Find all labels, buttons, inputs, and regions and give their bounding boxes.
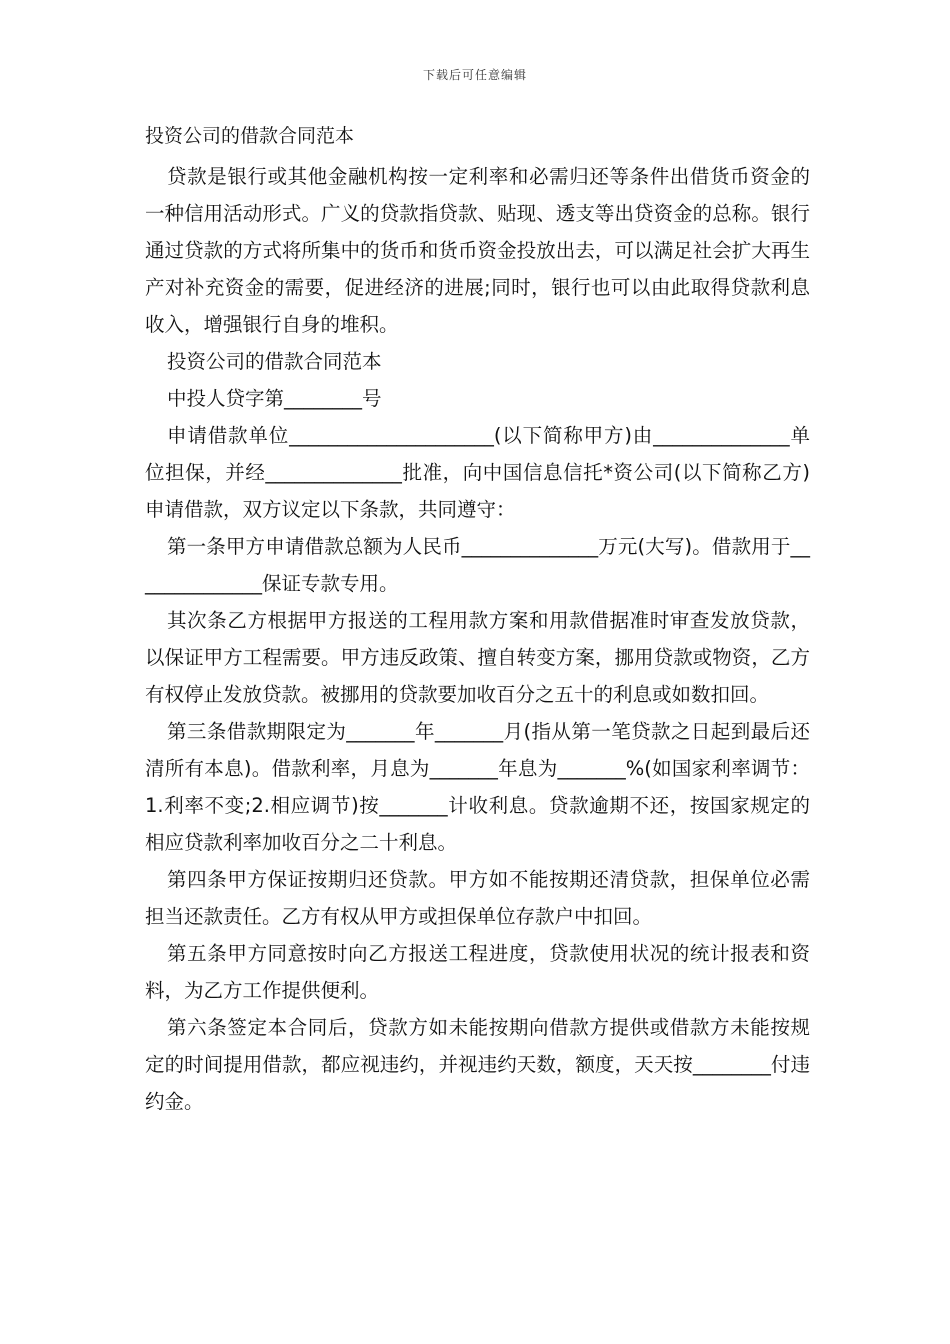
paragraph-article-3: 第三条借款期限定为_______年_______月(指从第一笔贷款之日起到最后还清所有本息)。借款利率，月息为_______年息为_______%(如国家利率调节：1.利率不变;2.相应调节)按_______计收利息。贷款逾期不还，按国家规定的相应贷款利率加收百分之二十利息。 xyxy=(145,720,810,854)
paragraph-article-5: 第五条甲方同意按时向乙方报送工程进度，贷款使用状况的统计报表和资料，为乙方工作提供便利。 xyxy=(145,942,810,1002)
header-note: 下载后可任意编辑 xyxy=(422,68,527,82)
paragraph-contract-number: 中投人贷字第________号 xyxy=(167,387,382,410)
paragraph-parties: 申请借款单位_____________________(以下简称甲方)由______________单位担保，并经______________批准，向中国信息信托*资公司(以下简称乙方)申请借款，双方议定以下条款，共同遵守： xyxy=(145,424,810,521)
document-body xyxy=(145,120,810,1120)
paragraph-subtitle: 投资公司的借款合同范本 xyxy=(167,350,382,373)
paragraph-article-1: 第一条甲方申请借款总额为人民币______________万元(大写)。借款用于______________保证专款专用。 xyxy=(145,535,810,595)
paragraph-article-4: 第四条甲方保证按期归还贷款。甲方如不能按期还清贷款，担保单位必需担当还款责任。乙方有权从甲方或担保单位存款户中扣回。 xyxy=(145,868,810,928)
paragraph-article-2: 其次条乙方根据甲方报送的工程用款方案和用款借据准时审查发放贷款，以保证甲方工程需要。甲方违反政策、擅自转变方案，挪用贷款或物资，乙方有权停止发放贷款。被挪用的贷款要加收百分之五十的利息或如数扣回。 xyxy=(145,609,810,706)
paragraph-article-6: 第六条签定本合同后，贷款方如未能按期向借款方提供或借款方未能按规定的时间提用借款，都应视违约，并视违约天数，额度，天天按________付违约金。 xyxy=(145,1016,810,1113)
paragraph-intro: 贷款是银行或其他金融机构按一定利率和必需归还等条件出借货币资金的一种信用活动形式。广义的贷款指贷款、贴现、透支等出贷资金的总称。银行通过贷款的方式将所集中的货币和货币资金投放出去，可以满足社会扩大再生产对补充资金的需要，促进经济的进展;同时，银行也可以由此取得贷款利息收入，增强银行自身的堆积。 xyxy=(145,165,810,336)
document-title: 投资公司的借款合同范本 xyxy=(145,125,355,147)
